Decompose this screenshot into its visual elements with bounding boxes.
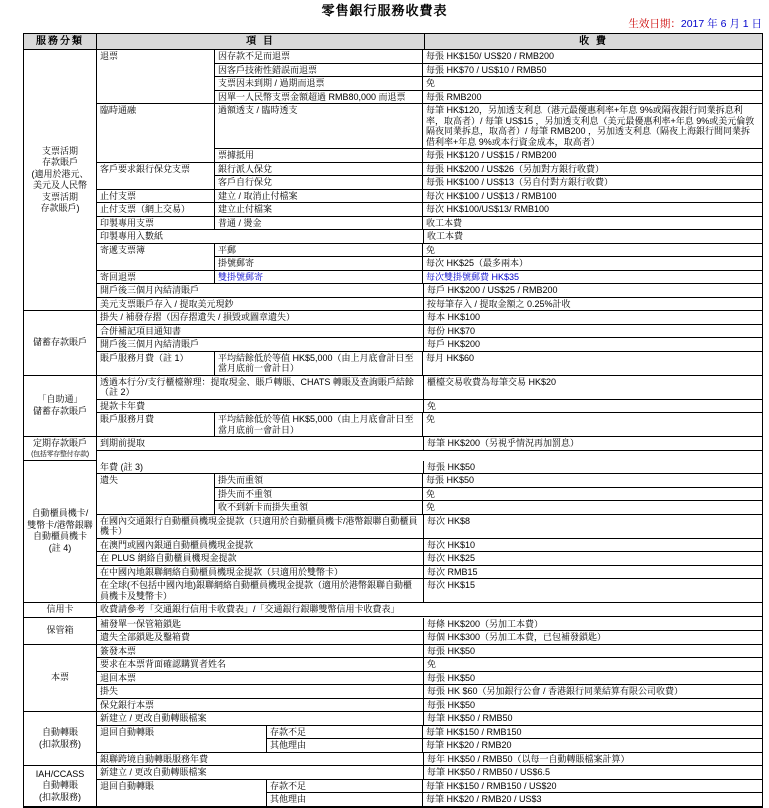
table-row <box>97 515 762 539</box>
row-group <box>97 579 762 603</box>
row-group <box>97 50 762 104</box>
table-row <box>215 163 762 177</box>
fee-cell: 每次 HK$100 / US$13 / RMB100 <box>423 190 762 204</box>
table-row <box>97 712 762 726</box>
table-row <box>215 488 762 502</box>
section-rows <box>97 461 762 604</box>
item-cell: 過額透支 / 臨時透支 <box>215 104 423 149</box>
table-row <box>97 566 762 580</box>
category-cell <box>24 376 97 438</box>
section-rows <box>97 603 762 618</box>
group-entries <box>215 104 762 163</box>
fee-cell: 免 <box>423 77 762 91</box>
group-entries <box>215 203 762 217</box>
item-cell: 因客戶技術性錯誤而退票 <box>215 64 423 78</box>
row-group <box>97 645 762 659</box>
group-entries <box>215 163 762 190</box>
table-row <box>215 352 762 376</box>
item-cell: 年費 (註 3) <box>97 461 424 475</box>
category-line: 存款賬戶 <box>41 157 78 167</box>
table-row <box>215 413 762 437</box>
row-group <box>97 400 762 414</box>
row-group <box>97 699 762 713</box>
table-section <box>24 766 762 807</box>
category-line: 支票活期 <box>41 191 78 202</box>
table-row <box>97 539 762 553</box>
category-cell <box>24 645 97 713</box>
fee-cell: 收工本費 <box>423 217 762 231</box>
fee-cell: 每筆 HK$20 / RMB20 <box>423 739 762 753</box>
item-cell: 保兌銀行本票 <box>97 699 424 713</box>
table-row <box>215 501 762 515</box>
category-line: 自動轉賬 <box>41 727 78 737</box>
fee-cell: 每次 HK$8 <box>424 515 762 539</box>
table-row <box>97 766 762 780</box>
table-row <box>97 645 762 659</box>
fee-cell: 每張 HK$50 <box>424 645 762 659</box>
fee-cell: 每筆 HK$200（另視乎情況再加罰息） <box>424 437 762 451</box>
row-group <box>97 104 762 163</box>
table-row <box>97 552 762 566</box>
fee-cell: 每次 HK$25（最多兩本） <box>423 257 762 271</box>
item-group-label-cell: 寄回退票 <box>97 271 215 285</box>
fee-cell: 每張 HK$70 / US$10 / RMB50 <box>423 64 762 78</box>
table-section <box>24 376 762 438</box>
page-title: 零售銀行服務收費表 <box>321 3 448 18</box>
group-entries <box>267 780 762 807</box>
section-rows <box>97 645 762 713</box>
item-cell: 在澳門或國內銀通自動櫃員機現金提款 <box>97 539 424 553</box>
item-cell: 掛號郵寄 <box>215 257 423 271</box>
category-line: 儲蓄存款賬戶 <box>32 337 87 347</box>
item-cell: 存款不足 <box>267 780 423 794</box>
effective-date-label: 生效日期： <box>628 18 681 30</box>
category-line: 保管箱 <box>46 624 74 635</box>
fee-cell: 每張 HK$50 <box>424 699 762 713</box>
row-group <box>97 658 762 672</box>
row-group <box>97 566 762 580</box>
row-group <box>97 766 762 780</box>
header-cell-item: 項 目 <box>97 34 425 50</box>
item-cell: 在 PLUS 網絡自動櫃員機現金提款 <box>97 552 424 566</box>
item-cell: 平郵 <box>215 244 423 258</box>
item-cell: 在全球(不包括中國內地)銀聯網絡自動櫃員機現金提款（適用於港幣銀聯自動櫃員機卡及雙幣卡） <box>97 579 424 603</box>
table-header-row <box>24 34 762 50</box>
table-row <box>215 176 762 190</box>
item-group-label-cell: 臨時通融 <box>97 104 215 163</box>
group-entries <box>215 271 762 285</box>
fee-cell: 櫃檯交易收費為每筆交易 HK$20 <box>424 376 762 400</box>
item-cell: 在國內交通銀行自動櫃員機現金提款（只適用於自動櫃員機卡/港幣銀聯自動櫃員機卡） <box>97 515 424 539</box>
row-group <box>97 631 762 645</box>
item-group-label-cell: 遺失 <box>97 474 215 515</box>
table-row <box>215 217 762 231</box>
category-cell <box>24 311 97 376</box>
table-row <box>97 603 762 617</box>
row-group <box>97 726 762 753</box>
item-cell: 銀聯跨境自動轉賬服務年費 <box>97 753 424 767</box>
row-group <box>97 461 762 475</box>
fee-cell: 每張 HK$200 / US$26（另加對方銀行收費） <box>423 163 762 177</box>
fee-cell: 免 <box>424 400 762 414</box>
full-row-cell: 收費請參考「交通銀行信用卡收費表」/「交通銀行銀聯雙幣信用卡收費表」 <box>97 603 762 617</box>
table-row <box>267 726 762 740</box>
group-entries <box>215 244 762 271</box>
fee-cell: 每次 RMB15 <box>424 566 762 580</box>
row-group <box>97 190 762 204</box>
table-row <box>97 618 762 632</box>
item-cell: 遺失全部鎖匙及鑿箱費 <box>97 631 424 645</box>
item-cell: 到期前提取 <box>97 437 424 451</box>
table-section <box>24 618 762 645</box>
row-group <box>97 163 762 190</box>
fee-cell: 每次 HK$25 <box>424 552 762 566</box>
table-row <box>97 658 762 672</box>
category-line: IAH/CCASS <box>35 768 85 779</box>
category-cell <box>24 618 97 645</box>
table-row <box>97 685 762 699</box>
category-line: (包括零存整付存款) <box>31 450 89 458</box>
item-cell: 客戶自行保兌 <box>215 176 423 190</box>
row-group <box>97 352 762 376</box>
table-row <box>215 91 762 105</box>
fee-cell: 每月 HK$60 <box>423 352 762 376</box>
item-group-label-cell: 寄遞支票簿 <box>97 244 215 271</box>
fee-cell: 每張 HK$150/ US$20 / RMB200 <box>423 50 762 64</box>
row-group <box>97 284 762 298</box>
row-group <box>97 271 762 285</box>
row-group <box>97 325 762 339</box>
fee-cell: 每筆 HK$150 / RMB150 / US$20 <box>423 780 762 794</box>
fee-cell: 每戶 HK$200 / US$25 / RMB200 <box>424 284 762 298</box>
category-line: 雙幣卡/港幣銀聯 <box>27 519 93 530</box>
table-row <box>97 311 762 325</box>
row-group <box>97 753 762 767</box>
table-row <box>215 474 762 488</box>
fee-cell: 每張 HK$50 <box>424 461 762 475</box>
table-row <box>215 190 762 204</box>
item-group-label-cell: 止付支票 <box>97 190 215 204</box>
fee-cell: 每筆 HK$120，另加透支利息（港元最優惠利率+年息 9%或隔夜銀行同業拆息利率，取高者）/ 每筆 US$15 ，另加透支利息（美元最優惠利率+年息 9%或美元倫敦隔夜同業拆息，取高者）/ 每筆 RMB200 ，另加透支利息（隔夜上海銀行間同業拆借利率+年息 9%或本行資金成本，取高者） <box>423 104 762 149</box>
item-group-label-cell: 賬戶服務月費（註 1） <box>97 352 215 376</box>
item-cell: 印製專用入數紙 <box>97 230 424 244</box>
category-line: 支票活期 <box>41 145 78 156</box>
item-cell: 掛失 <box>97 685 424 699</box>
row-group <box>97 685 762 699</box>
table-row <box>215 50 762 64</box>
item-cell: 掛失而重領 <box>215 474 423 488</box>
table-section <box>24 50 762 311</box>
item-cell: 普通 / 燙金 <box>215 217 423 231</box>
table-row <box>97 400 762 414</box>
row-group <box>97 230 762 244</box>
table-row <box>97 298 762 312</box>
section-rows <box>97 311 762 376</box>
row-group <box>97 474 762 515</box>
category-cell <box>24 712 97 766</box>
category-line: 自動櫃員機卡 <box>32 531 87 542</box>
table-row <box>97 753 762 767</box>
item-cell: 退回本票 <box>97 672 424 686</box>
item-cell: 建立 / 取消止付檔案 <box>215 190 423 204</box>
item-cell: 補發單一保管箱鎖匙 <box>97 618 424 632</box>
row-group <box>97 672 762 686</box>
table-row <box>97 699 762 713</box>
item-cell: 平均結餘低於等值 HK$5,000（由上月底會計日至當月底前一會計日） <box>215 413 423 437</box>
item-cell: 收不到新卡而掛失重領 <box>215 501 423 515</box>
table-section <box>24 437 762 461</box>
row-group <box>97 515 762 539</box>
table-section <box>24 603 762 618</box>
category-line: 存款賬戶) <box>40 203 80 213</box>
table-row <box>97 672 762 686</box>
fee-cell: 每張 HK$120 / US$15 / RMB200 <box>423 149 762 163</box>
fee-cell: 每戶 HK$200 <box>424 338 762 352</box>
section-rows <box>97 376 762 438</box>
item-cell: 美元支票賬戶存入 / 提取美元現鈔 <box>97 298 424 312</box>
row-group <box>97 437 762 451</box>
fee-cell: 免 <box>423 501 762 515</box>
fee-cell: 每張 HK $60（另加銀行公會 / 香港銀行同業結算有限公司收費） <box>424 685 762 699</box>
table-row <box>267 780 762 794</box>
group-entries <box>267 726 762 753</box>
table-row <box>97 579 762 603</box>
fee-cell: 每次 HK$15 <box>424 579 762 603</box>
table-row <box>215 77 762 91</box>
category-line: 自動櫃員機卡/ <box>31 508 89 519</box>
fee-cell: 每筆 HK$50 / RMB50 <box>424 712 762 726</box>
item-cell: 平均結餘低於等值 HK$5,000（由上月底會計日至當月底前一會計日） <box>215 352 423 376</box>
item-cell: 雙掛號郵寄 <box>215 271 423 285</box>
category-line: (註 4) <box>48 542 72 553</box>
row-group <box>97 203 762 217</box>
item-cell: 要求在本票背面確認購買者姓名 <box>97 658 424 672</box>
table-row <box>267 739 762 753</box>
fee-cell: 每次雙掛號郵費 HK$35 <box>423 271 762 285</box>
fee-cell: 每本 HK$100 <box>424 311 762 325</box>
table-section <box>24 311 762 376</box>
fee-cell: 每次 HK$10 <box>424 539 762 553</box>
item-cell: 開戶後三個月內結清賬戶 <box>97 338 424 352</box>
item-group-label-cell: 賬戶服務月費 <box>97 413 215 437</box>
effective-date-value: 2017 年 6 月 1 日 <box>680 18 762 30</box>
row-group <box>97 338 762 352</box>
item-cell: 透過本行分/支行櫃檯辦理：提取現金、賬戶轉賬、CHATS 轉賬及查詢賬戶結餘（註 2） <box>97 376 424 400</box>
item-group-label-cell: 退票 <box>97 50 215 104</box>
fee-cell: 免 <box>423 413 762 437</box>
item-group-label-cell: 退回自動轉賬 <box>97 726 267 753</box>
row-group <box>97 712 762 726</box>
header-cell-category: 服務分類 <box>24 34 97 50</box>
table-row <box>215 257 762 271</box>
table-row <box>215 104 762 149</box>
section-rows <box>97 50 762 311</box>
row-group <box>97 376 762 400</box>
row-group <box>97 539 762 553</box>
category-line: 定期存款賬戶 <box>32 438 87 448</box>
table-section <box>24 645 762 713</box>
category-line: 「自助通」 <box>37 394 83 405</box>
fee-cell: 每個 HK$300（另加工本費，已包補發鎖匙） <box>424 631 762 645</box>
fee-cell: 免 <box>423 244 762 258</box>
fee-cell: 每筆 HK$50 / RMB50 / US$6.5 <box>424 766 762 780</box>
item-cell: 銀行派人保兌 <box>215 163 423 177</box>
item-cell: 提款卡年費 <box>97 400 424 414</box>
fee-cell: 每張 RMB200 <box>423 91 762 105</box>
fee-cell: 每張 HK$50 <box>423 474 762 488</box>
row-group <box>97 618 762 632</box>
section-rows <box>97 712 762 766</box>
item-cell: 因存款不足而退票 <box>215 50 423 64</box>
category-line: (扣款服務) <box>39 738 81 749</box>
item-group-label-cell: 退回自動轉賬 <box>97 780 267 807</box>
item-cell: 票據抵用 <box>215 149 423 163</box>
fee-cell: 每筆 HK$20 / RMB20 / US$3 <box>423 793 762 807</box>
item-group-label-cell: 止付支票（網上交易） <box>97 203 215 217</box>
item-cell: 建立止付檔案 <box>215 203 423 217</box>
item-cell: 簽發本票 <box>97 645 424 659</box>
item-cell: 因單一人民幣支票金額超過 RMB80,000 而退票 <box>215 91 423 105</box>
fee-table <box>23 33 763 808</box>
table-section <box>24 461 762 604</box>
item-cell: 其他理由 <box>267 793 423 807</box>
table-row <box>215 203 762 217</box>
fee-cell: 每年 HK$50 / RMB50（以每一自動轉賬檔案計算） <box>424 753 762 767</box>
category-line: 自動轉賬 <box>41 780 78 790</box>
row-group <box>97 552 762 566</box>
row-group <box>97 217 762 231</box>
fee-cell: 免 <box>423 488 762 502</box>
section-rows <box>97 618 762 645</box>
row-group <box>97 298 762 312</box>
category-line: 美元及人民幣 <box>32 180 87 190</box>
item-cell: 合併補記項目通知書 <box>97 325 424 339</box>
fee-cell: 免 <box>424 658 762 672</box>
fee-cell: 每份 HK$70 <box>424 325 762 339</box>
group-entries <box>215 474 762 515</box>
item-cell: 存款不足 <box>267 726 423 740</box>
header-cell-fee: 收 費 <box>425 34 762 50</box>
category-line: 信用卡 <box>46 604 74 614</box>
category-line: (扣款服務) <box>39 791 81 802</box>
table-row <box>215 149 762 163</box>
row-group <box>97 244 762 271</box>
fee-cell: 每張 HK$50 <box>424 672 762 686</box>
category-cell <box>24 603 97 618</box>
table-row <box>97 461 762 475</box>
table-row <box>97 437 762 451</box>
table-row <box>97 284 762 298</box>
item-cell: 新建立 / 更改自動轉賬檔案 <box>97 712 424 726</box>
table-row <box>215 271 762 285</box>
item-cell: 掛失 / 補發存摺（因存摺遺失 / 損毀或圖章遺失） <box>97 311 424 325</box>
fee-cell: 每條 HK$200（另加工本費） <box>424 618 762 632</box>
row-group <box>97 603 762 617</box>
item-cell: 新建立 / 更改自動轉賬檔案 <box>97 766 424 780</box>
category-cell <box>24 50 97 311</box>
group-entries <box>215 352 762 376</box>
table-row <box>97 631 762 645</box>
item-group-label-cell: 客戶要求銀行保兌支票 <box>97 163 215 190</box>
category-cell <box>24 437 97 461</box>
table-row <box>97 325 762 339</box>
table-row <box>97 376 762 400</box>
table-row <box>267 793 762 807</box>
group-entries <box>215 190 762 204</box>
category-line: (適用於港元、 <box>31 168 89 179</box>
row-group <box>97 413 762 437</box>
fee-cell: 按每筆存入 / 提取金額之 0.25%計收 <box>424 298 762 312</box>
category-line: 本票 <box>50 672 69 682</box>
fee-cell: 每次 HK$100/US$13/ RMB100 <box>423 203 762 217</box>
table-row <box>97 338 762 352</box>
effective-date <box>0 18 769 31</box>
group-entries <box>215 413 762 437</box>
category-cell <box>24 461 97 604</box>
row-group <box>97 311 762 325</box>
item-cell: 支票因未到期 / 過期而退票 <box>215 77 423 91</box>
fee-cell: 收工本費 <box>424 230 762 244</box>
item-cell: 在中國內地銀聯網絡自動櫃員機現金提款（只適用於雙幣卡） <box>97 566 424 580</box>
item-cell: 開戶後三個月內結清賬戶 <box>97 284 424 298</box>
table-row <box>215 64 762 78</box>
category-line: 儲蓄存款賬戶 <box>32 405 87 416</box>
category-cell <box>24 766 97 807</box>
group-entries <box>215 50 762 104</box>
item-group-label-cell: 印製專用支票 <box>97 217 215 231</box>
row-group <box>97 780 762 807</box>
table-row <box>97 230 762 244</box>
item-cell: 其他理由 <box>267 739 423 753</box>
table-section <box>24 712 762 766</box>
fee-cell: 每張 HK$100 / US$13（另自付對方銀行收費） <box>423 176 762 190</box>
group-entries <box>215 217 762 231</box>
item-cell: 掛失而不重領 <box>215 488 423 502</box>
table-body <box>24 50 762 807</box>
fee-cell: 每筆 HK$150 / RMB150 <box>423 726 762 740</box>
section-rows <box>97 437 762 461</box>
table-row <box>215 244 762 258</box>
section-rows <box>97 766 762 807</box>
